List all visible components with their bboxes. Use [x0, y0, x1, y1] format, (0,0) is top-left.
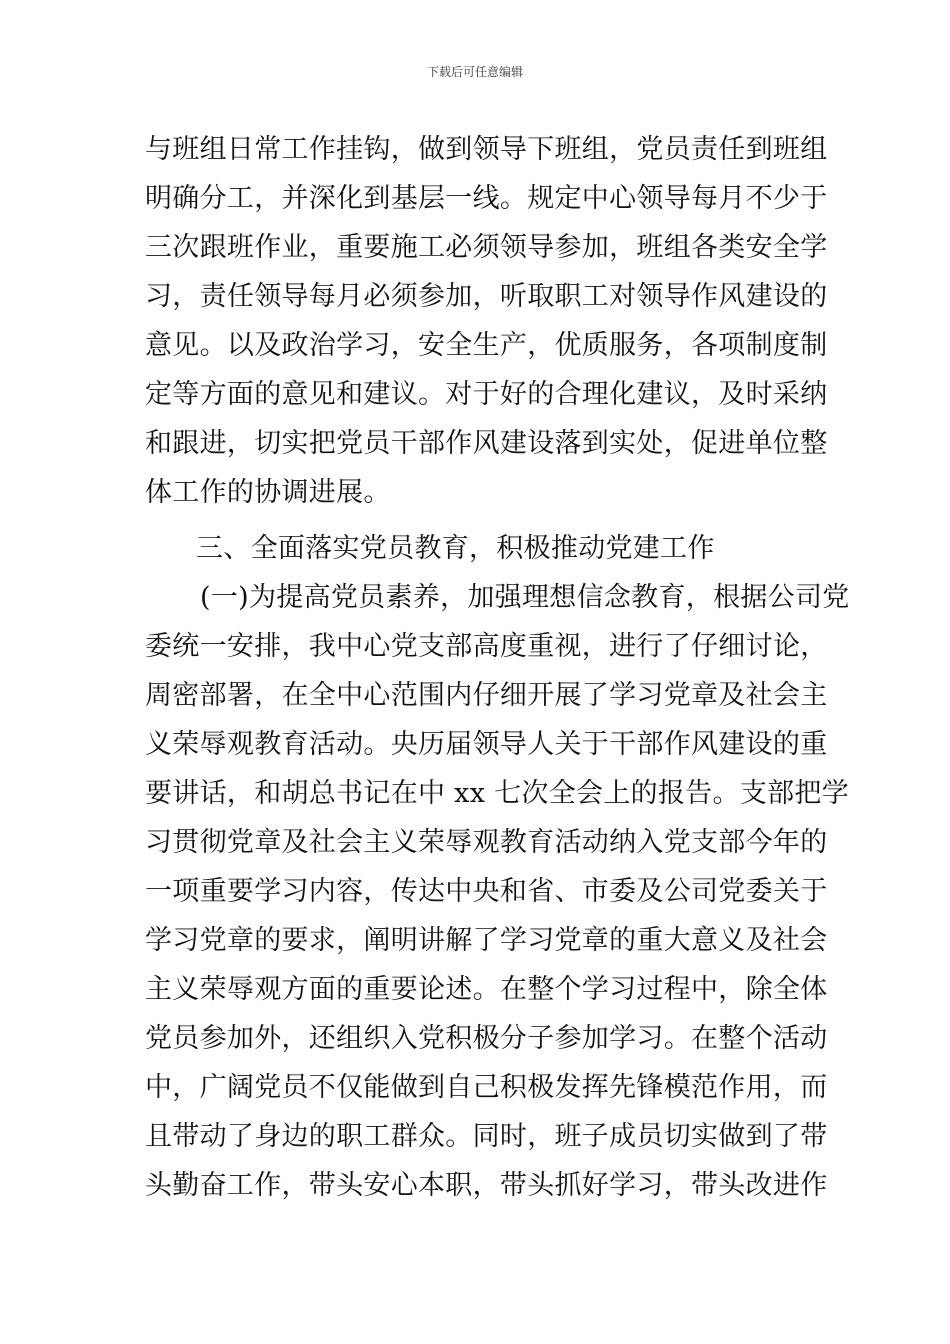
body-line: 意见。以及政治学习，安全生产，优质服务，各项制度制	[145, 330, 828, 361]
body-line: 党员参加外，还组织入党积极分子参加学习。在整个活动	[145, 1023, 828, 1054]
body-line: 委统一安排，我中心党支部高度重视，进行了仔细讨论，	[145, 631, 828, 662]
body-line: 习贯彻党章及社会主义荣辱观教育活动纳入党支部今年的	[145, 827, 828, 858]
body-line: 三次跟班作业，重要施工必须领导参加，班组各类安全学	[145, 232, 828, 263]
body-line: 明确分工，并深化到基层一线。规定中心领导每月不少于	[145, 183, 828, 214]
body-line: 周密部署，在全中心范围内仔细开展了学习党章及社会主	[145, 680, 828, 711]
body-line: 义荣辱观教育活动。央历届领导人关于干部作风建设的重	[145, 729, 828, 760]
body-line: 与班组日常工作挂钩，做到领导下班组，党员责任到班组	[145, 134, 828, 165]
body-line: 中，广阔党员不仅能做到自己积极发挥先锋模范作用，而	[145, 1072, 828, 1103]
body-line: 一项重要学习内容，传达中央和省、市委及公司党委关于	[145, 876, 828, 907]
body-line: 体工作的协调进展。	[145, 477, 391, 508]
body-line: 定等方面的意见和建议。对于好的合理化建议，及时采纳	[145, 379, 828, 410]
body-line: 和跟进，切实把党员干部作风建设落到实处，促进单位整	[145, 428, 828, 459]
section-heading: 三、全面落实党员教育，积极推动党建工作	[196, 533, 715, 564]
body-line: 且带动了身边的职工群众。同时，班子成员切实做到了带	[145, 1121, 828, 1152]
body-line: 要讲话，和胡总书记在中 xx 七次全会上的报告。支部把学	[145, 778, 850, 809]
body-line: 习，责任领导每月必须参加，听取职工对领导作风建设的	[145, 281, 828, 312]
body-line: 主义荣辱观方面的重要论述。在整个学习过程中，除全体	[145, 974, 828, 1005]
body-line: 头勤奋工作，带头安心本职，带头抓好学习，带头改进作	[145, 1170, 828, 1201]
body-line: 学习党章的要求，阐明讲解了学习党章的重大意义及社会	[145, 925, 828, 956]
body-line: (一)为提高党员素养，加强理想信念教育，根据公司党	[200, 582, 850, 613]
page-header: 下载后可任意编辑	[426, 65, 523, 79]
